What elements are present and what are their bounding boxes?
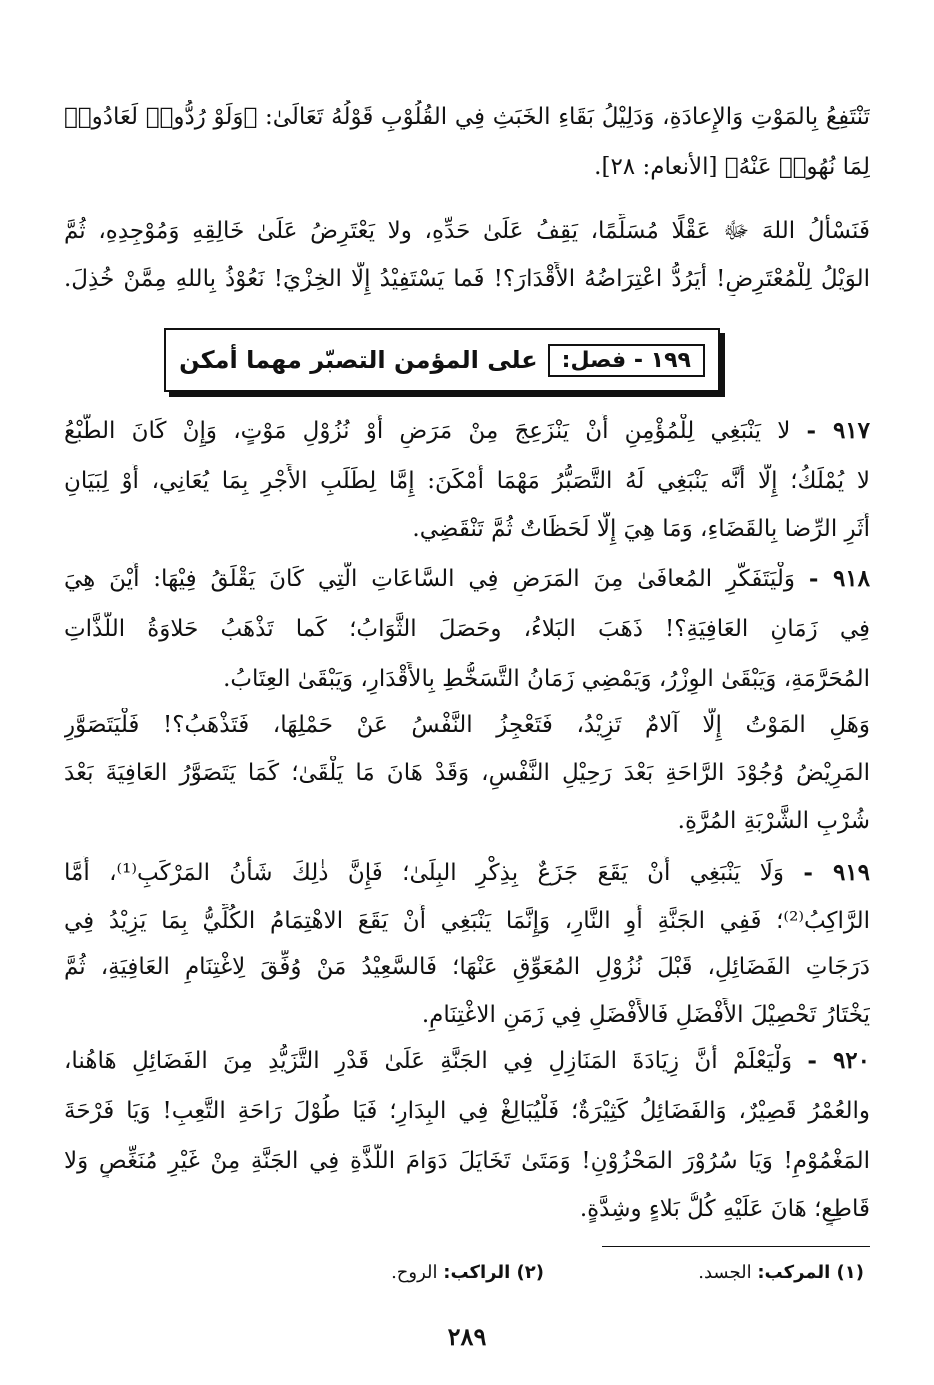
text-line: والعُمْرُ قَصِيْرٌ، وَالفَضَائِلُ كَثِيْرَةٌ؛ فَلْيُبَالِغْ فِي البِدَارِ؛ فَيَا طُوْلَ رَاحَةِ التَّعِبِ! وَيَا فَرْحَةَ xyxy=(64,1098,870,1124)
section-title: على المؤمن التصبّر مهما أمكن xyxy=(179,346,538,374)
text-line: يَخْتَارُ تَحْصِيْلَ الأَفْضَلِ فَالأَفْضَلِ فِي زَمَنِ الاغْتِنَامِ. xyxy=(421,1002,870,1028)
text-line: المَرِيْضُ وُجُوْدَ الرَّاحَةِ بَعْدَ رَحِيْلِ النَّفْسِ، وَقَدْ هَانَ مَا يَلْقَىٰ؛ كَمَا يَتَصَوَّرُ العَافِيَةَ بَعْدَ xyxy=(64,760,870,786)
footnote-2 xyxy=(391,1262,544,1283)
footnote-divider xyxy=(602,1246,870,1247)
paragraph-number: ٩١٨ - xyxy=(808,565,870,592)
text-line: فِي زَمَانِ العَافِيَةِ؟! ذَهَبَ البَلاءُ، وحَصَلَ الثَّوَابُ؛ كَما تَذْهَبُ حَلاوَةُ اللَّذَّاتِ xyxy=(64,616,870,642)
text-line: المُحَرَّمَةِ، وَيَبْقَىٰ الوِزْرُ، وَيَمْضِي زَمَانُ التَّسَخُّطِ بِالأَقْدَارِ، وَيَبْقَىٰ العِتَابُ. xyxy=(223,666,870,692)
text-line: قَاطِعٍ؛ هَانَ عَلَيْهِ كُلُّ بَلاءٍ وشِدَّةٍ. xyxy=(579,1196,870,1222)
footnote-1 xyxy=(698,1262,864,1283)
text-line: لا يَنْبَغِي لِلْمُؤْمِنِ أَنْ يَنْزَعِجَ مِنْ مَرَضٍ أَوْ نُزُوْلِ مَوْتٍ، وَإِنْ كَانَ الطَّبْعُ xyxy=(64,418,791,444)
section-label: ١٩٩ - فصل: xyxy=(548,344,705,377)
text-line: الوَيْلُ لِلْمُعْتَرِضِ! أَيَرُدُّ اعْتِرَاضُهُ الأَقْدَارَ؟! فَما يَسْتَفِيْدُ إِلَّا الخِزْيَ! نَعُوْذُ بِاللهِ مِمَّنْ خُذِلَ. xyxy=(64,266,870,292)
text-line: أَثَرِ الرِّضا بِالقَضَاءِ، وَمَا هِيَ إِلَّا لَحَظَاتٌ ثُمَّ تَنْقَضِي. xyxy=(412,516,870,542)
text-line: لا يُمْلَكُ؛ إِلَّا أَنَّه يَنْبَغِي لَهُ التَّصَبُّرُ مَهْمَا أَمْكَنَ: إِمَّا لِطَلَبِ الأَجْرِ بِمَا يُعَانِي، أَوْ لِبَيَانِ xyxy=(64,468,870,494)
paragraph-918-line1 xyxy=(64,562,870,596)
text-line: الرَّاكِبُ⁽²⁾؛ فَفِي الجَنَّةِ أَوِ النَّارِ، وَإِنَّمَا يَنْبَغِي أَنْ يَقَعَ الاهْتِمَامُ الكُلِّيُّ بِمَا يَزِيْدُ فِي xyxy=(64,908,870,934)
text-line: وَهَلِ المَوْتُ إِلَّا آلامٌ تَزِيْدُ، فَتَعْجِزُ النَّفْسُ عَنْ حَمْلِهَا، فَتَذْهَبُ؟! فَلْيَتَصَوَّرِ xyxy=(64,712,870,738)
paragraph-number: ٩٢٠ - xyxy=(807,1047,870,1074)
text-line: وَلَا يَنْبَغِي أَنْ يَقَعَ جَزَعٌ بِذِكْرِ البِلَىٰ؛ فَإِنَّ ذٰلِكَ شَأْنُ المَرْكَبِ⁽¹⁾، أَمَّا xyxy=(64,860,784,886)
footnote-label: (١) المركب: xyxy=(757,1262,864,1283)
footnote-text: الجسد. xyxy=(698,1262,752,1283)
paragraph-number: ٩١٧ - xyxy=(806,417,870,444)
text-line: شُرْبِ الشَّرْبَةِ المُرَّةِ. xyxy=(677,808,870,834)
text-line: دَرَجَاتِ الفَضَائِلِ، قَبْلَ نُزُوْلِ المُعَوِّقِ عَنْهَا؛ فَالسَّعِيْدُ مَنْ وُفِّقَ لِاغْتِنَامِ العَافِيَةِ، ثُمَّ xyxy=(64,954,870,980)
paragraph-920-line1 xyxy=(64,1044,870,1078)
footnote-text: الروح. xyxy=(391,1262,438,1283)
text-line: المَغْمُوْمِ! وَيَا سُرُوْرَ المَحْزُوْنِ! وَمَتَىٰ تَخَايَلَ دَوَامَ اللَّذَّةِ فِي الجَنَّةِ مِنْ غَيْرِ مُنَغِّصٍ وَلا xyxy=(64,1148,870,1174)
footnote-label: (٢) الراكب: xyxy=(443,1262,544,1283)
text-line: لِمَا نُهُوا۟ عَنْهُ﴾ [الأنعام: ٢٨]. xyxy=(594,154,870,180)
paragraph-919-line1 xyxy=(64,856,870,890)
text-line: فَنَسْأَلُ اللهَ ﷻ عَقْلًا مُسَلِّمًا، يَقِفُ عَلَىٰ حَدِّهِ، ولا يَعْتَرِضُ عَلَىٰ خَالِقِهِ وَمُوْجِدِهِ، ثُمَّ xyxy=(64,218,870,244)
text-line: وَلْيَتَفَكَّرِ المُعافَىٰ مِنَ المَرَضِ فِي السَّاعَاتِ الَّتِي كَانَ يَقْلَقُ فِيْهَا: أَيْنَ هِيَ xyxy=(64,566,795,592)
paragraph-number: ٩١٩ - xyxy=(803,859,870,886)
text-line: وَلْيَعْلَمْ أَنَّ زِيَادَةَ المَنَازِلِ فِي الجَنَّةِ عَلَىٰ قَدْرِ التَّزَيُّدِ مِنَ الفَضَائِلِ هَاهُنا، xyxy=(64,1048,793,1074)
paragraph-917-line1 xyxy=(64,414,870,448)
section-header xyxy=(164,328,720,392)
page-number: ٢٨٩ xyxy=(447,1322,487,1351)
text-line: تَنْتَفِعُ بِالمَوْتِ وَالإِعادَةِ، وَدَلِيْلُ بَقَاءِ الخَبَثِ فِي القُلُوْبِ قَوْلُهُ تَعَالَىٰ: ﴿وَلَوْ رُدُّوا۟ لَعَادُوا۟ xyxy=(64,104,870,130)
